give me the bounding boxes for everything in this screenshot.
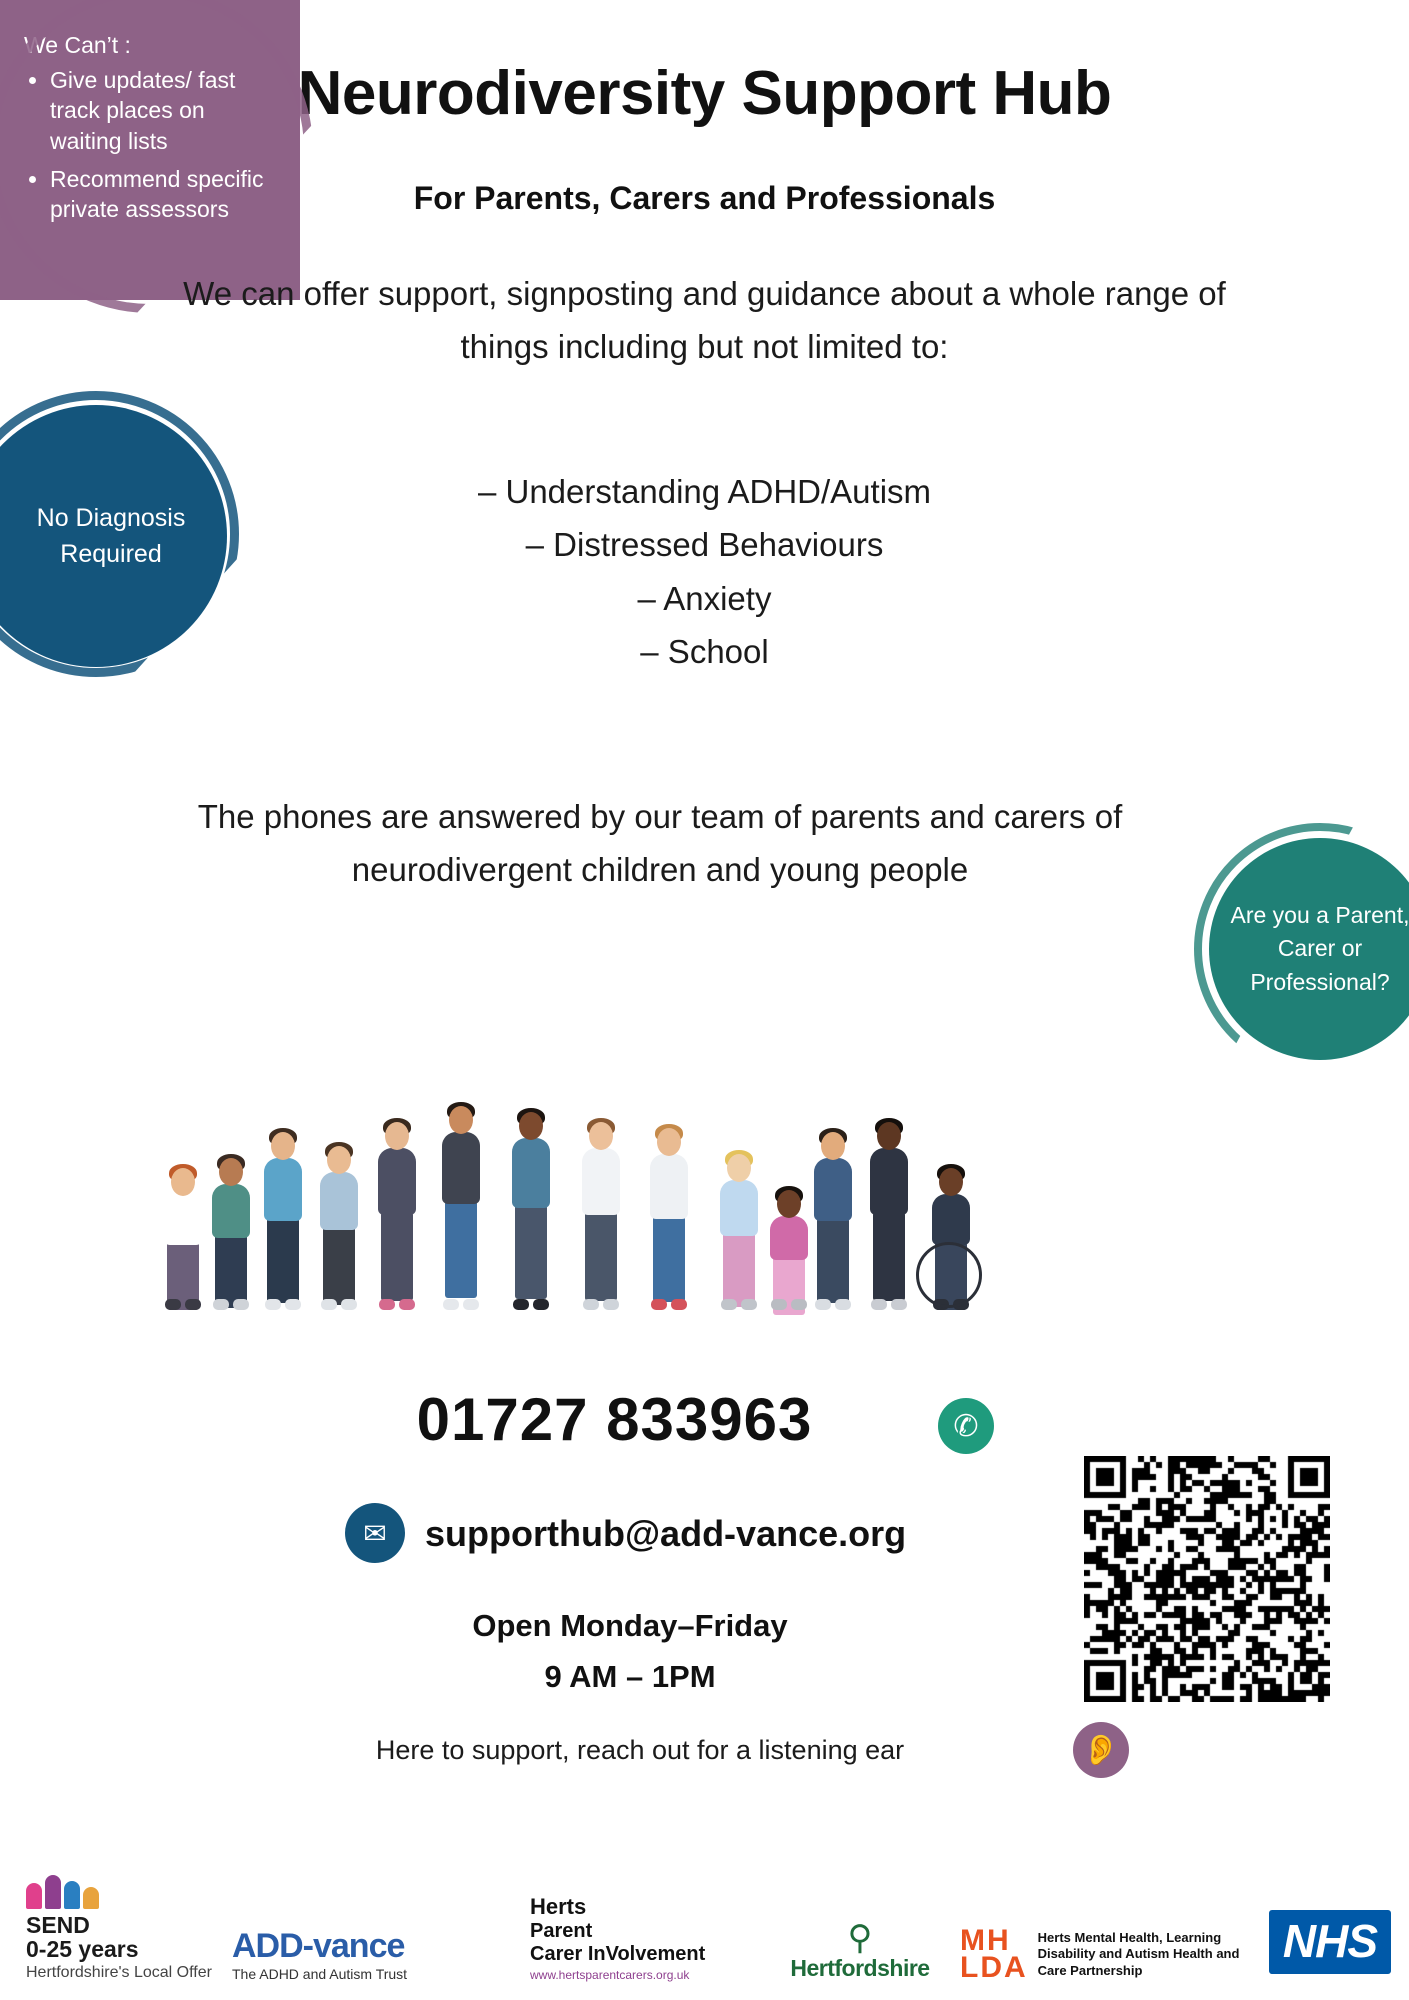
- person-torso: [814, 1158, 852, 1221]
- person-shoe: [213, 1299, 229, 1310]
- person-legs: [585, 1211, 617, 1301]
- person-shoe: [185, 1299, 201, 1310]
- person-figure: [766, 1182, 812, 1310]
- person-head: [271, 1132, 295, 1160]
- person-shoe: [871, 1299, 887, 1310]
- person-torso: [320, 1172, 358, 1230]
- person-shoe: [583, 1299, 599, 1310]
- logo-nhs: [1269, 1910, 1391, 1974]
- person-legs: [267, 1217, 299, 1303]
- hpci-url: www.hertsparentcarers.org.uk: [530, 1968, 690, 1982]
- person-legs: [323, 1226, 355, 1305]
- person-shoe: [233, 1299, 249, 1310]
- add-vance-tagline: The ADHD and Autism Trust: [232, 1966, 408, 1982]
- person-shoe: [379, 1299, 395, 1310]
- hertfordshire-stag-icon: ⚲: [847, 1919, 873, 1957]
- qr-code[interactable]: [1078, 1450, 1336, 1708]
- logo-hertfordshire: [770, 1921, 950, 1982]
- wheelchair-wheel-icon: [916, 1242, 982, 1308]
- person-figure: [160, 1160, 206, 1310]
- person-head: [821, 1132, 845, 1160]
- person-figure: [374, 1114, 420, 1310]
- person-shoe: [285, 1299, 301, 1310]
- mhlda-mark: [960, 1923, 1028, 1985]
- person-legs: [817, 1217, 849, 1303]
- person-torso: [932, 1194, 970, 1245]
- person-shoe: [791, 1299, 807, 1310]
- person-torso: [770, 1216, 808, 1260]
- person-head: [219, 1158, 243, 1186]
- intro-paragraph: We can offer support, signposting and guidance about a whole range of things including but not limited to:: [183, 275, 1226, 365]
- person-shoe: [341, 1299, 357, 1310]
- people-illustration: [160, 990, 1200, 1310]
- person-figure: [810, 1124, 856, 1310]
- person-legs: [515, 1204, 547, 1299]
- mhlda-mark-line2: LDA: [960, 1951, 1028, 1985]
- person-legs: [723, 1232, 755, 1307]
- person-figure: [716, 1146, 762, 1310]
- person-legs: [653, 1215, 685, 1302]
- person-torso: [870, 1148, 908, 1215]
- envelope-icon: ✉: [345, 1503, 405, 1563]
- ear-icon: 👂: [1073, 1722, 1129, 1778]
- person-torso: [378, 1148, 416, 1215]
- hertfordshire-name: Hertfordshire: [790, 1955, 930, 1981]
- person-shoe: [513, 1299, 529, 1310]
- person-head: [171, 1168, 195, 1196]
- logo-herts-parent-carer-involvement: [530, 1894, 730, 1982]
- person-shoe: [815, 1299, 831, 1310]
- person-head: [877, 1122, 901, 1150]
- person-head: [657, 1128, 681, 1156]
- person-legs: [381, 1211, 413, 1301]
- person-head: [939, 1168, 963, 1196]
- hpci-line1: Herts: [530, 1894, 587, 1919]
- person-shoe: [265, 1299, 281, 1310]
- person-figure: [438, 1098, 484, 1310]
- person-figure: [260, 1124, 306, 1310]
- badge-audience-label: Are you a Parent, Carer or Professional?: [1230, 901, 1409, 995]
- send-subtitle: Hertfordshire's Local Offer: [26, 1964, 212, 1981]
- person-torso: [512, 1138, 550, 1208]
- mhlda-mark-line1: MH: [960, 1923, 1011, 1957]
- person-shoe: [399, 1299, 415, 1310]
- logo-add-vance: [232, 1927, 472, 1982]
- logo-send-local-offer: [26, 1875, 236, 1982]
- person-torso: [164, 1194, 202, 1245]
- footer-logos: [0, 1872, 1409, 1992]
- person-figure: [646, 1120, 692, 1310]
- person-torso: [212, 1184, 250, 1238]
- person-head: [385, 1122, 409, 1150]
- person-shoe: [741, 1299, 757, 1310]
- page-title: Neurodiversity Support Hub: [297, 59, 1112, 128]
- offer-list: [150, 465, 1259, 679]
- mhlda-description: Herts Mental Health, Learning Disability and Autism Health and Care Partnership: [1037, 1930, 1240, 1978]
- person-figure: [316, 1138, 362, 1310]
- opening-hours: [260, 1600, 1000, 1702]
- phone-number: 01727 833963: [416, 1386, 813, 1453]
- person-head: [327, 1146, 351, 1174]
- person-shoe: [721, 1299, 737, 1310]
- we-cant-item: • Recommend specific private assessors: [50, 164, 280, 225]
- person-shoe: [835, 1299, 851, 1310]
- person-legs: [215, 1234, 247, 1308]
- nhs-name: NHS: [1269, 1910, 1391, 1974]
- page-subtitle: For Parents, Carers and Professionals: [413, 180, 996, 216]
- badge-no-diagnosis-label: No Diagnosis Required: [36, 503, 186, 568]
- person-head: [449, 1106, 473, 1134]
- person-torso: [650, 1154, 688, 1219]
- person-shoe: [603, 1299, 619, 1310]
- person-legs: [873, 1211, 905, 1301]
- person-head: [589, 1122, 613, 1150]
- closing-message: Here to support, reach out for a listening ear: [375, 1735, 905, 1765]
- email-address[interactable]: supporthub@add-vance.org: [425, 1513, 907, 1554]
- person-shoe: [891, 1299, 907, 1310]
- logo-mhlda: [960, 1923, 1240, 1985]
- hpci-line3: Carer InVolvement: [530, 1943, 706, 1965]
- person-shoe: [463, 1299, 479, 1310]
- person-figure: [508, 1104, 554, 1310]
- opening-hours-days: Open Monday–Friday: [472, 1608, 788, 1643]
- person-head: [727, 1154, 751, 1182]
- person-torso: [442, 1132, 480, 1204]
- person-shoe: [671, 1299, 687, 1310]
- offer-item: – Anxiety: [637, 579, 772, 617]
- person-head: [519, 1112, 543, 1140]
- person-torso: [264, 1158, 302, 1221]
- we-cant-title: We Can’t :: [24, 32, 131, 58]
- badge-audience: [1209, 838, 1409, 1060]
- person-head: [777, 1190, 801, 1218]
- person-shoe: [651, 1299, 667, 1310]
- person-figure: [866, 1114, 912, 1310]
- person-shoe: [771, 1299, 787, 1310]
- phone-icon: ✆: [938, 1398, 994, 1454]
- badge-ring-decoration: [0, 0, 313, 313]
- opening-hours-times: 9 AM – 1PM: [544, 1659, 716, 1695]
- phones-answered-text: The phones are answered by our team of parents and carers of neurodivergent children and young people: [197, 798, 1123, 889]
- add-vance-name: ADD-vance: [232, 1927, 405, 1965]
- send-figures-icon: [26, 1875, 236, 1909]
- send-title: SEND: [26, 1911, 90, 1938]
- badge-we-cant: [0, 0, 300, 300]
- person-shoe: [165, 1299, 181, 1310]
- we-cant-item: • Give updates/ fast track places on waiting lists: [50, 65, 280, 156]
- person-legs: [445, 1200, 477, 1298]
- person-figure: [578, 1114, 624, 1310]
- person-shoe: [443, 1299, 459, 1310]
- person-figure: [208, 1150, 254, 1310]
- offer-item: – School: [640, 633, 769, 671]
- person-torso: [582, 1148, 620, 1215]
- hpci-line2: Parent: [530, 1920, 593, 1942]
- person-shoe: [533, 1299, 549, 1310]
- person-shoe: [321, 1299, 337, 1310]
- offer-item: – Understanding ADHD/Autism: [477, 473, 932, 510]
- person-torso: [720, 1180, 758, 1236]
- send-range: 0-25 years: [26, 1935, 139, 1962]
- offer-item: – Distressed Behaviours: [525, 526, 884, 564]
